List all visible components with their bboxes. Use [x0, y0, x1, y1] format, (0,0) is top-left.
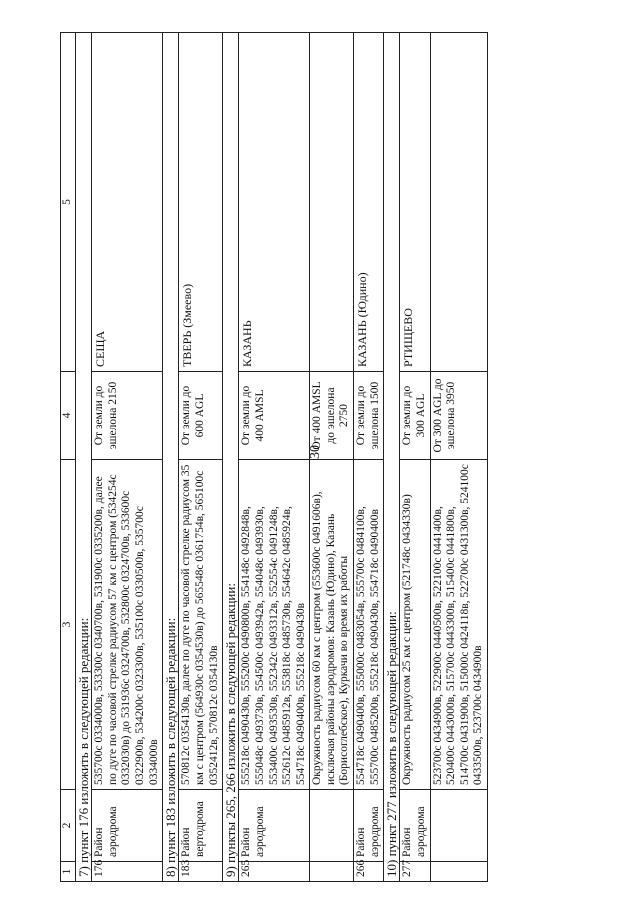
zone-type — [430, 790, 487, 862]
section-title: 7) пункт 176 изложить в следующей редакции: — [76, 33, 92, 882]
zone-coordinates: 570812с 0354130в, далее по дуге по часовой стрелке радиусом 35 км с центром (564930с 0354530в) до 565548с 0361754в, 565100с 0352412в, 570812с 0354130в — [179, 460, 223, 790]
section-heading-row — [223, 33, 239, 882]
zone-coordinates: 554718с 0490400в, 555000с 0483054в, 555700с 0484100в, 555700с 0485200в, 555218с 0490430в, 554718с 0490400в — [353, 460, 383, 790]
aerodrome-name: КАЗАНЬ — [239, 33, 310, 372]
zone-type: Район аэродрома — [353, 790, 383, 862]
section-heading-row — [384, 33, 400, 882]
zone-type: Район аэродрома — [400, 790, 430, 862]
table-body — [76, 33, 488, 882]
zone-coordinates: 535700с 0334000в, 533300с 0340700в, 531900с 0335200в, далее по дуге по часовой стрелке радиусом 57 км с центром (534254с 0332030в) до 531936с 0324700в, 532800с 0324700в, 533600с 0322900в, 534200с 0323300в, 535100с 0330500в, 535700с 0334000в — [92, 460, 163, 790]
altitude-limits: От 300 AGL до эшелона 3950 — [430, 372, 487, 460]
altitude-limits: От 400 AMSL до эшелона 2750 — [310, 372, 354, 460]
altitude-limits: От земли до эшелона 1500 — [353, 372, 383, 460]
rotated-page — [60, 32, 580, 882]
table-row — [310, 33, 354, 882]
column-header: 3 — [61, 460, 76, 790]
item-number — [310, 862, 354, 882]
column-header: 2 — [61, 790, 76, 862]
aerodrome-name — [310, 33, 354, 372]
zone-type: Район аэродрома — [239, 790, 310, 862]
item-number: 265 — [239, 862, 310, 882]
zone-coordinates: Окружность радиусом 25 км с центром (521748с 0434330в) — [400, 460, 430, 790]
altitude-limits: От земли до 600 AGL — [179, 372, 223, 460]
table-row — [353, 33, 383, 882]
table-row — [239, 33, 310, 882]
zone-type: Район вертодрома — [179, 790, 223, 862]
aerodrome-name: КАЗАНЬ (Юдино) — [353, 33, 383, 372]
item-number — [430, 862, 487, 882]
column-header: 4 — [61, 372, 76, 460]
item-number: 176 — [92, 862, 163, 882]
aerodrome-name: СЕЩА — [92, 33, 163, 372]
page-number: 30 — [308, 445, 323, 459]
section-title: 10) пункт 277 изложить в следующей редакции: — [384, 33, 400, 882]
item-number: 266 — [353, 862, 383, 882]
column-header: 5 — [61, 33, 76, 372]
column-header: 1 — [61, 862, 76, 882]
zone-coordinates: 555218с 0490430в, 555200с 0490800в, 554148с 0492848в, 555048с 0493730в, 554500с 0493942в, 554048с 0493930в, 553400с 0493530в, 552342с 0493312в, 552554с 0491248в, 552612с 0485912в, 553818с 0485730в, 554642с 0485924в, 554718с 0490400в, 555218с 0490430в — [239, 460, 310, 790]
zone-coordinates: Окружность радиусом 60 км с центром (553600с 0491606в), исключая районы аэродромов: Казань (Юдино), Казань (Борисоглебское), Куркачи во время их работы — [310, 460, 354, 790]
section-heading-row — [76, 33, 92, 882]
table-row — [400, 33, 430, 882]
table-row — [179, 33, 223, 882]
aerodrome-name: ТВЕРЬ (Змеево) — [179, 33, 223, 372]
table-row — [430, 33, 487, 882]
aerodrome-name: РТИЩЕВО — [400, 33, 430, 372]
altitude-limits: От земли до 400 AMSL — [239, 372, 310, 460]
zone-type: Район аэродрома — [92, 790, 163, 862]
header-row — [61, 33, 76, 882]
section-title: 8) пункт 183 изложить в следующей редакции: — [163, 33, 179, 882]
table-row — [92, 33, 163, 882]
regulation-table — [60, 32, 488, 882]
section-heading-row — [163, 33, 179, 882]
section-title: 9) пункты 265, 266 изложить в следующей редакции: — [223, 33, 239, 882]
item-number: 183 — [179, 862, 223, 882]
zone-type — [310, 790, 354, 862]
zone-coordinates: 523700с 0434900в, 522900с 0440500в, 522100с 0441400в, 520400с 0443000в, 515700с 0443300в, 515400с 0441800в, 514700с 0431900в, 515000с 0424118в, 522700с 0431300в, 524100с 0433500в, 523700с 0434900в — [430, 460, 487, 790]
altitude-limits: От земли до эшелона 2150 — [92, 372, 163, 460]
aerodrome-name — [430, 33, 487, 372]
item-number: 277 — [400, 862, 430, 882]
altitude-limits: От земли до 300 AGL — [400, 372, 430, 460]
